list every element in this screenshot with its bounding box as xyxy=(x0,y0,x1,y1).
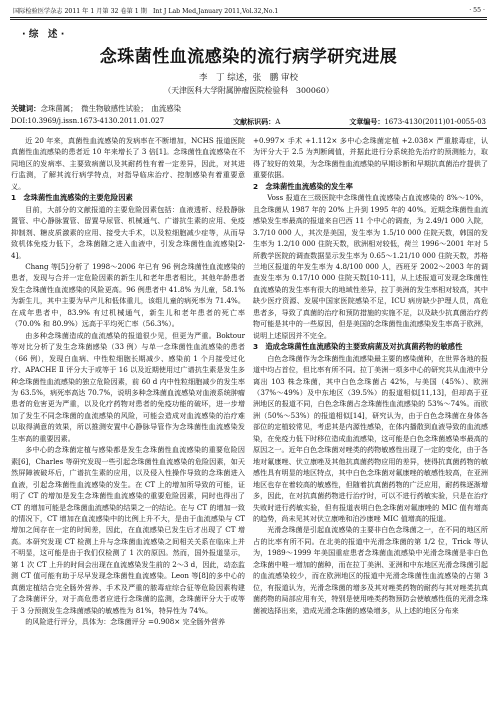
header-rule-thin xyxy=(10,19,487,20)
intro-paragraph: 近 20 年来，真菌性血流感染的发病率在不断增加，NCHS 报道医院真菌性血流感染的患者近 10 年来增长了 3 倍[1]。念珠菌性血流感染在不同地区的发病率、主要致病菌以及其耐药性有着一定差异，因此，对其进行监测，了解其流行病学特点，对指导临床治疗、控制感染有着重要意义。 xyxy=(11,136,245,191)
section-1-heading: 1 念珠菌性血流感染的主要危险因素 xyxy=(11,193,133,203)
section-3-heading: 3 造成念珠菌性血流感染的主要致病菌及对抗真菌药物的敏感性 xyxy=(253,342,463,352)
paragraph: +0.997× 手术 +1.112× 多中心念珠菌定植 +2.038× 严重脓毒症，认为评分大于 2.5 为判断阈值，并据此进行分系统抢先治疗的预测能力，取得了较好的效果，为念珠菌性血流感染的早期诊断和早期抗真菌治疗提供了重要依据。 xyxy=(253,136,488,180)
header-rule xyxy=(10,17,487,18)
paragraph: 目前，大部分的文献报道的主要危险因素包括：血液透析、经股静脉置管、中心静脉置管、留置导尿管、机械通气、广谱抗生素的应用、免疫抑制剂、糖皮质激素的应用、接受大手术，以及粒细胞减少症等，从而导致机体免疫力低下，念珠菌随之进入血液中，引发念珠菌性血流感染[2-4]。 xyxy=(11,204,245,260)
section-2-heading: 2 念珠菌性血流感染的发生率 xyxy=(253,181,353,191)
paragraph: 白色念珠菌作为念珠菌性血流感染最主要的感染菌种，在世界各地的报道中均占首位，但比率有所不同。拉丁美洲一项多中心的研究共从血液中分离出 103 株念珠菌，其中白色念珠菌占 42%，与美国（45%）、欧洲（37%～49%）及中东地区（39.5%）的报道相似[11,13]，但却高于亚洲地区的报道不同，白色念珠菌占念珠菌性血流感染的 53%～74%。而欧洲（50%～53%）的报道相似[14]，研究认为，由于白色念珠菌在身体各部位的定植较常见，考虑其是内源性感染，在体内播散到血液导致的血流感染，在免疫力低下时移位造成血流感染，这可能是白色念珠菌感染率最高的原因之一。近年白色念珠菌对唑类的药物敏感性出现了一定的变化，由于各地对氟康唑、伏立康唑及其他抗真菌药物应用的差异，使得抗真菌药物的敏感性具有明显的地区特点，其中白色念珠菌对氟康唑的敏感性较高，在亚洲地区也存在着较高的敏感性，但随着抗真菌药物的广泛应用，耐药株逐渐增多，因此，在对抗真菌药物进行治疗时，可以不进行药敏实验，只是在治疗失败时进行药敏实验，但有报道表明白色念珠菌对氟康唑的 MIC 值有增高的趋势，尚未见其对伏立康唑和泊沙康唑 MIC 值增高的报道。 xyxy=(253,353,488,523)
meta-rule xyxy=(10,128,487,129)
section-tag: · 综 述 · xyxy=(22,29,65,40)
article-number-value: 1673-4130(2011)01-0055-03 xyxy=(384,118,486,126)
paragraph: 的风险进行评分，具体为：念珠菌评分 =0.908× 完全肠外营养 xyxy=(25,617,226,627)
left-column xyxy=(11,135,245,627)
article-title: 念珠菌性血流感染的流行病学研究进展 xyxy=(99,47,398,67)
paragraph: 多中心的念珠菌定植与感染都是发生念珠菌性血流感染的重要危险因素[6]，Charles 等研究发现一些引起念珠菌性血流感染的危险因素，如天然屏障被破坏后，广谱抗生素的应用，以及侵入性操作导致的念珠菌进入血液，引起念珠菌性血流感染的发生。在 CT 上的增加所导致的可能，证明了 CT 的增加是发生念珠菌性血流感染的重要危险因素，同时也得出了 CT 的增加可能是念珠菌血流感染的结果之一的结论。在与 CT 的增加一致的情况下，CT 增加在血流感染中的比例上升不大，是由于血流感染与 CT 增加之间存在一定的时间差，因此，在血流感染已发生后才出现了 CT 增高。本研究发现 CT 检测上升与念珠菌血流感染之间相关关系在临床上并不明显，这可能是由于我们仅检测了 1 次的原因。然而，国外报道显示，第 1 次 CT 上升的时间会出现在血流感染发生前的 2～3 d，因此，动态监测 CT 值可能有助于尽早发现念珠菌性血流感染。Leon 等[8]的多中心的真菌定植结合完全肠外营养、手术及严重的脓毒症综合征等危险因素构建了念珠菌评分，对于高危患者应进行念珠菌的监测，念珠菌评分大于或等于 3 分预测发生念珠菌感染的敏感性为 81%，特异性为 74%。 xyxy=(11,445,245,615)
keywords-label: 关键词： xyxy=(11,104,41,113)
page-number: · 55 · xyxy=(469,6,485,14)
paragraph: 光滑念珠菌是引起血流感染的主要非白色念珠菌之一，在不同的地区所占的比率有所不同。在北美的报道中光滑念珠菌的第 1/2 位，Trick 等认为，1989～1999 年美国重症患者念珠菌血流感染中光滑念珠菌是非白色念珠菌中唯一增加的菌种，而在拉丁美洲、亚洲和中东地区光滑念珠菌引起的血流感染较少，而在欧洲地区的报道中光滑念珠菌性血流感染的占第 3 位，有报道认为，光滑念珠菌的增多及其对唑类药物的耐药与其对唑类抗真菌药物的局部应用有关，特别是使用唑类药物预防会使敏感性低的光滑念珠菌被选择出来，造成光滑念珠菌的感染增多，从上述的地区分布来 xyxy=(253,525,488,615)
keywords-text: 念珠菌属； 微生物敏感性试验； 血流感染 xyxy=(40,104,181,113)
article-meta xyxy=(11,117,486,127)
clc-value: A xyxy=(275,118,281,126)
affiliation: （天津医科大学附属肿瘤医院检验科 300060） xyxy=(163,86,334,95)
article-number-label: 文章编号： xyxy=(349,118,385,126)
paragraph: Voss 报道在三级医院中念珠菌性血流感染占血流感染的 8%～10%，且念珠菌从 1987 年的 20% 上升到 1995 年的 40%。近期念珠菌性血流感染发生率最高的报道来自巴西 11 个中心的调查，为 2.49/1 000 入院，3.7/10 000 人，其次是美国，发生率为 1.5/10 000 住院天数，韩国的发生率为 1.2/10 000 住院天数，欧洲相对较低，荷兰 1996～2001 年对 5 所教学医院的调查数据显示发生率为 0.65～1.21/10 000 住院天数，苏格兰地区报道的年发生率为 4.8/100 000 人，西班牙 2002～2003 年的调查发生率为 0.17/10 000 住院天数[10-11]，从上述报道可发现念珠菌性血流感染的发生率有很大的地域性差异，拉丁美洲的发生率相对较高，其中缺少医疗资源、发展中国家医院感染不足，ICU 病房缺少护理人员，高危患者多，导致了真菌的治疗和预防措施的实施不足，以及缺少抗真菌治疗药物可能是其中的一些原因，但是美国的念珠菌性血流感染发生率高于欧洲，说明上述原因并不完全。 xyxy=(253,193,488,340)
journal-info: 国际检验医学杂志 2011 年 1 月第 32 卷第 1 期 Int J Lab Med,January 2011,Vol.32,No.1 xyxy=(13,7,279,15)
paragraph: Chang 等[5]分析了 1998～2006 年已有 96 例念珠菌性血流感染的患者，发现与合并一定危险因素的新生儿和老年患者相比，其他年龄患者发生念珠菌性血流感染的风险更高。96 例患者中 41.8% 为儿童，58.1% 为新生儿，其中主要为早产儿和低体重儿，该组儿童的病死率为 71.4%。在成年患者中，83.9% 有过机械通气，新生儿和老年患者的死亡率（70.0% 和 80.9%）远高于平均死亡率（56.3%）。 xyxy=(11,261,245,329)
authors: 李 丁 综述，张 鹏 审校 xyxy=(199,73,298,83)
article-number xyxy=(349,117,486,127)
doi: DOI:10.3969/j.issn.1673-4130.2011.01.027 xyxy=(11,117,165,125)
right-column xyxy=(253,135,488,616)
keywords-line xyxy=(11,103,181,114)
running-header xyxy=(13,4,485,16)
clc-label: 文献标识码： xyxy=(233,118,276,126)
paragraph: 由多种念珠菌造成的血流感染的报道很少见，但更为严重。Boktour 等对比分析了发生念珠菌感染（33 例）与单一念珠菌性血流感染的患者（66 例），发现白血病、中性粒细胞长期减少、感染前 1 个月接受过化疗、APACHE Ⅱ 评分大于或等于 16 以及近期使用过广谱抗生素是发生多种念珠菌性血流感染的独立危险因素，前 60 d 内中性粒细胞减少的发生率为 63.5%，病死率高达 70.7%，说明多种念珠菌血流感染对血液系统肿瘤患者的危害更为严重，以及化疗药物对患者的免疫功能的破坏，进一步增加了发生不同念珠菌的血流感染的风险，可能会造成对血流感染的治疗难以取得满意的效果，所以推测安置中心静脉导管作为念珠菌性血流感染发生率高的重要因素。 xyxy=(11,330,246,443)
clc-code xyxy=(233,117,280,127)
